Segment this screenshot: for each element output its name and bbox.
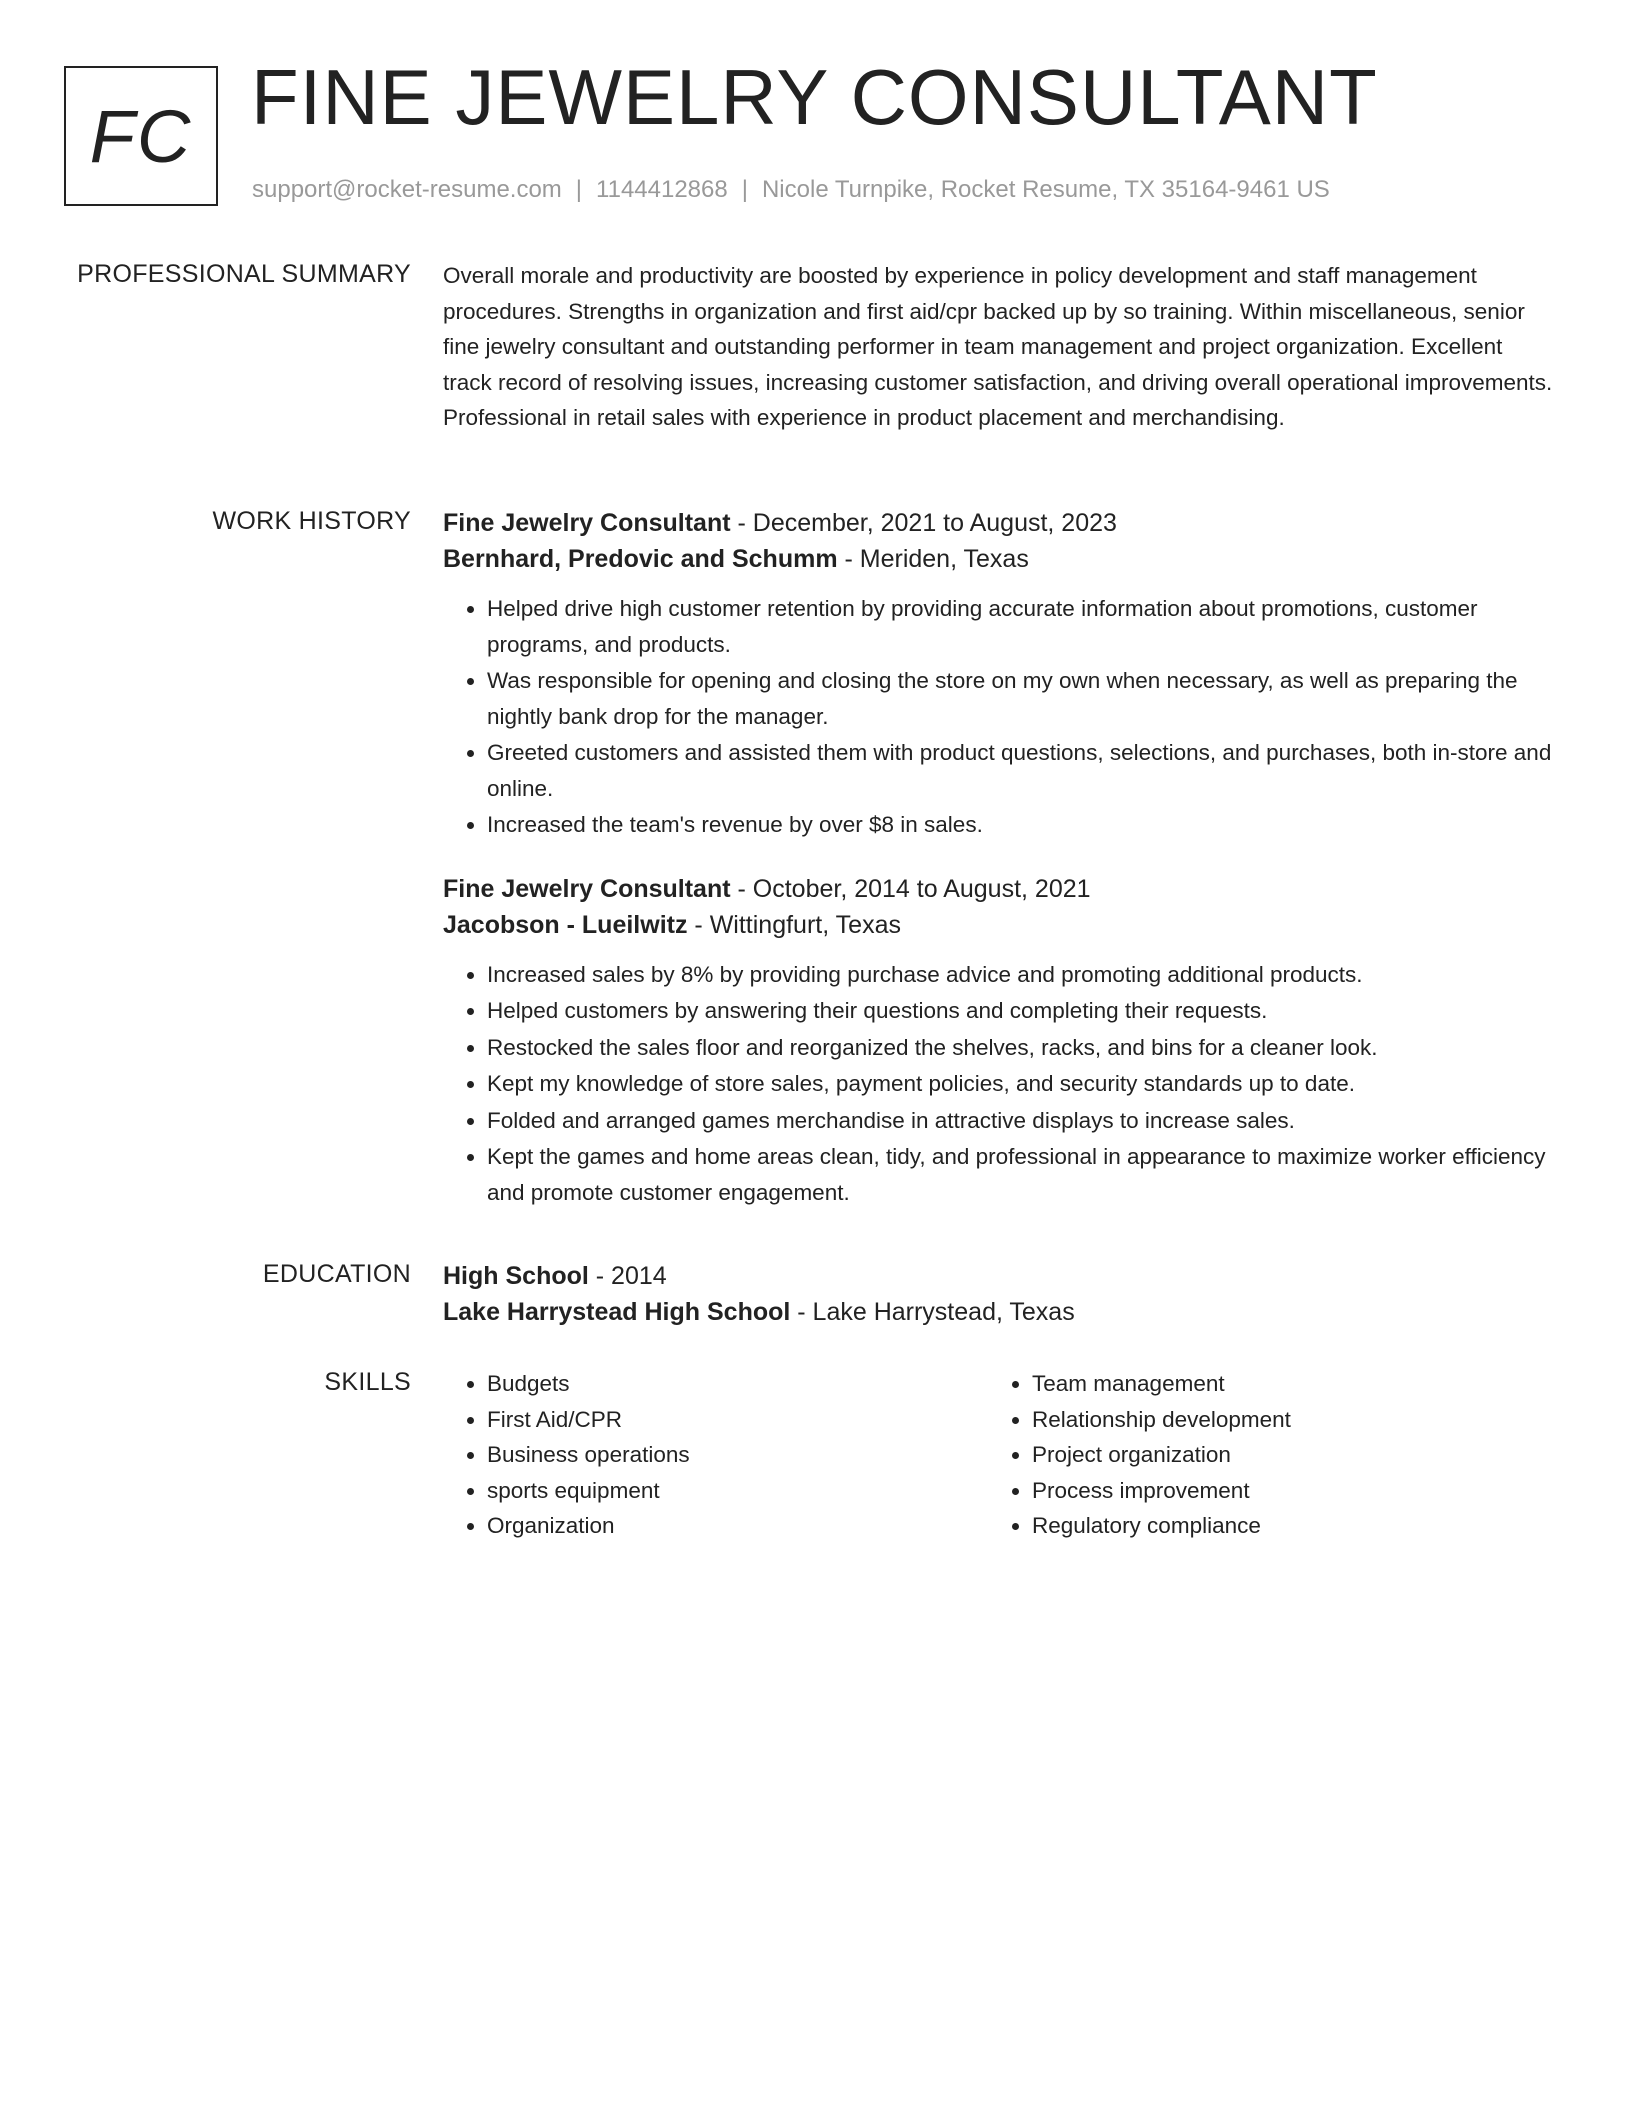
monogram-initials: FC [89,94,193,178]
contact-separator: | [575,176,583,203]
job-bullet: • Helped customers by answering their questions and completing their requests. [487,993,1553,1029]
job-dates: - December, 2021 to August, 2023 [730,509,1117,537]
job-dates: - October, 2014 to August, 2021 [730,874,1091,903]
job-title: Fine Jewelry Consultant [443,509,731,537]
education-degree-line [443,1258,1553,1294]
job-title-line [443,505,1553,541]
job-company: Jacobson - Lueilwitz [443,910,688,939]
skill-item: • First Aid/CPR [487,1402,983,1438]
job-bullet: • Restocked the sales floor and reorganized the shelves, racks, and bins for a cleaner look. [487,1030,1553,1066]
job-location: - Meriden, Texas [837,545,1029,573]
job-location: - Wittingfurt, Texas [687,910,901,939]
job-company: Bernhard, Predovic and Schumm [443,545,838,573]
job-bullet-list [443,591,1553,843]
education-body [443,1258,1553,1344]
monogram-box [64,66,218,206]
work-history-heading: WORK HISTORY [212,507,411,535]
job-bullet: • Kept my knowledge of store sales, payment policies, and security standards up to date. [487,1066,1553,1102]
job-bullet: • Greeted customers and assisted them with product questions, selections, and purchases, both in-store and online. [487,735,1553,806]
job-bullet: • Was responsible for opening and closing the store on my own when necessary, as well as preparing the nightly bank drop for the manager. [487,663,1553,734]
skills-list-right [988,1366,1528,1544]
job-bullet-list [443,957,1553,1211]
education-school-line [443,1294,1553,1330]
skill-item: • Organization [487,1508,983,1544]
education-location: - Lake Harrystead, Texas [790,1298,1075,1326]
job-entry [443,505,1553,843]
skill-item: • Regulatory compliance [1032,1508,1528,1544]
job-bullet: • Folded and arranged games merchandise in attractive displays to increase sales. [487,1103,1553,1139]
skills-heading: SKILLS [324,1368,411,1396]
summary-body [443,258,1553,436]
education-degree: High School [443,1262,589,1290]
contact-separator: | [741,176,748,203]
education-heading: EDUCATION [262,1260,411,1288]
work-history-body [443,505,1553,1238]
education-year: - 2014 [588,1262,667,1290]
skill-item: • Project organization [1032,1437,1528,1473]
job-title-line [443,871,1553,907]
skill-item: • Relationship development [1032,1402,1528,1438]
education-school: Lake Harrystead High School [443,1298,791,1326]
skill-item: • Budgets [487,1366,983,1402]
summary-heading: PROFESSIONAL SUMMARY [77,260,411,288]
contact-address: Nicole Turnpike, Rocket Resume, TX 35164-9461 US [761,176,1330,203]
job-bullet: • Helped drive high customer retention by providing accurate information about promotions, customer programs, and products. [487,591,1553,662]
contact-email: support@rocket-resume.com [252,176,562,203]
job-company-line [443,907,1553,943]
job-bullet: • Kept the games and home areas clean, tidy, and professional in appearance to maximize worker efficiency and promote customer engagement. [487,1139,1553,1210]
job-title: Fine Jewelry Consultant [443,874,731,903]
contact-phone: 1144412868 [596,176,728,203]
skills-column-left [443,1366,983,1544]
skill-item: • sports equipment [487,1473,983,1509]
summary-text: Overall morale and productivity are boosted by experience in policy development and staff management procedures. Strengths in organization and first aid/cpr backed up by so training. Within miscellaneous, senior fine jewelry consultant and outstanding performer in team management and project organization. Excellent track record of resolving issues, increasing customer satisfaction, and driving overall operational improvements. Professional in retail sales with experience in product placement and merchandising. [443,263,1553,430]
skills-list-left [443,1366,983,1544]
job-bullet: • Increased the team's revenue by over $8 in sales. [487,807,1553,843]
skills-column-right [988,1366,1528,1544]
resume-title: FINE JEWELRY CONSULTANT [251,53,1378,141]
job-company-line [443,541,1553,577]
skill-item: • Team management [1032,1366,1528,1402]
job-bullet: • Increased sales by 8% by providing purchase advice and promoting additional products. [487,957,1553,993]
job-entry [443,871,1553,1211]
skill-item: • Business operations [487,1437,983,1473]
skill-item: • Process improvement [1032,1473,1528,1509]
contact-line [252,175,1330,205]
